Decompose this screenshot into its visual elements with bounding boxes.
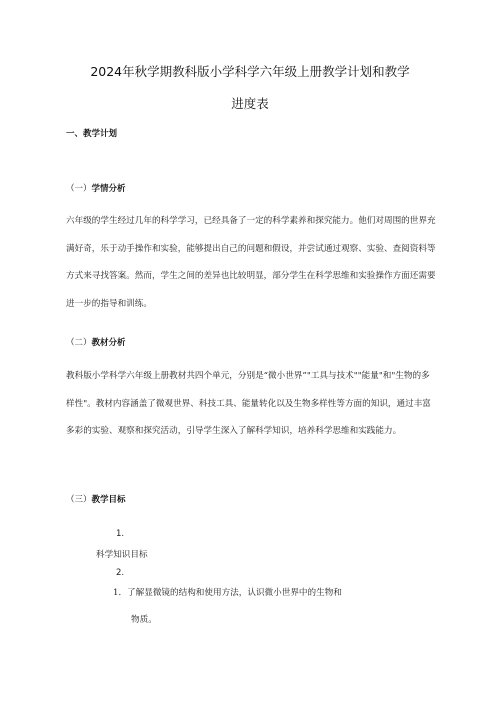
subsection-title: 教材分析	[91, 338, 126, 348]
list-item-microscope-line1: 1．了解显微镜的结构和使用方法，认识微小世界中的生物和	[113, 588, 342, 598]
section-heading-teaching-plan: 一、教学计划	[66, 129, 118, 139]
document-title-line2: 进度表	[231, 96, 269, 111]
subsection-title: 学情分析	[91, 184, 126, 194]
goal-label-science-knowledge: 科学知识目标	[96, 550, 148, 560]
subsection-heading-teaching-goals	[66, 493, 126, 505]
list-item-microscope-line2: 物质。	[131, 615, 157, 625]
subsection-title: 教学目标	[91, 495, 126, 505]
subsection-prefix: （三）	[66, 495, 92, 505]
list-number-2: 2.	[116, 568, 125, 578]
list-number-1: 1.	[116, 529, 125, 539]
subsection-prefix: （二）	[66, 338, 92, 348]
document-title-line1: 2024年秋学期教科版小学科学六年级上册教学计划和教学	[90, 64, 410, 79]
paragraph-material-analysis: 教科版小学科学六年级上册教材共四个单元，分别是“微小世界”"工具与技术""能量"和"生物的多样性"。教材内容涵盖了微观世界、科技工具、能量转化以及生物多样性等方面的知识，通过丰富多彩的实验、观察和探究活动，引导学生深入了解科学知识，培养科学思维和实践能力。	[66, 371, 431, 436]
subsection-heading-student-analysis	[66, 182, 126, 194]
subsection-heading-material-analysis	[66, 336, 126, 348]
paragraph-student-analysis: 六年级的学生经过几年的科学学习，已经具备了一定的科学素养和探究能力。他们对周围的世界充满好奇，乐于动手操作和实验，能够提出自己的问题和假设，并尝试通过观察、实验、查阅资料等方式来寻找答案。然而，学生之间的差异也比较明显，部分学生在科学思维和实验操作方面还需要进一步的指导和训练。	[66, 216, 436, 309]
subsection-prefix: （一）	[66, 184, 92, 194]
